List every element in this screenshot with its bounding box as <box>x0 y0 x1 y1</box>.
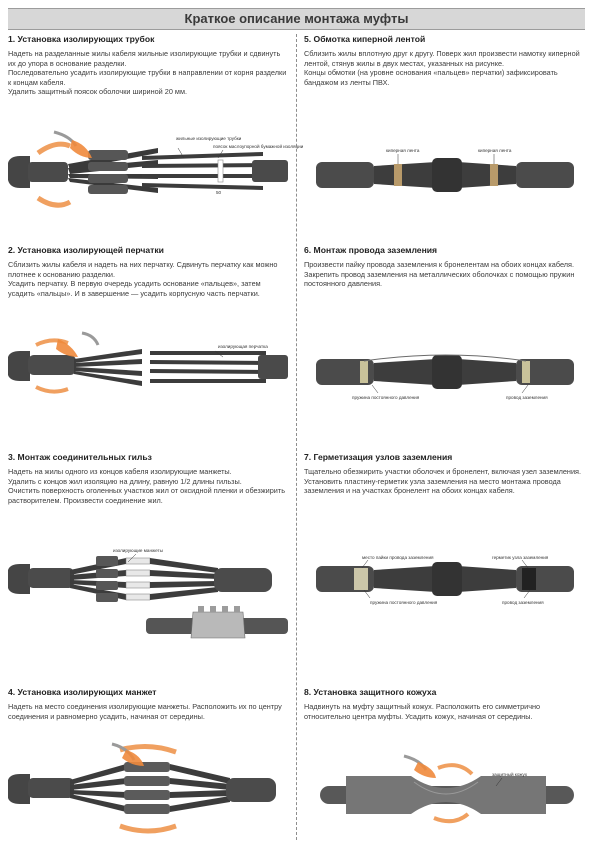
tape-winding-illustration <box>316 154 574 192</box>
step-title: 7. Герметизация узлов заземления <box>304 452 453 462</box>
figure-step-7 <box>316 552 578 610</box>
step-paragraph: Последовательно усадить изолирующие трубки в направлении от корня разделки к концам кабеля. <box>8 68 287 87</box>
step-text <box>304 467 584 496</box>
protective-cover-illustration <box>320 756 574 821</box>
step-1 <box>8 34 288 97</box>
figure-label: пружина постоянного давления <box>352 395 420 400</box>
step-6 <box>304 245 584 289</box>
step-paragraph: Сблизить жилы кабеля и надеть на них перчатку. Сдвинуть перчатку как можно плотнее к основанию разделки. <box>8 260 278 279</box>
figure-label: защитный кожух <box>492 772 528 777</box>
figure-step-6 <box>316 345 578 407</box>
figure-label: провод заземления <box>506 395 548 400</box>
figure-label: жильные изолирующие трубки <box>176 136 242 141</box>
step-paragraph: Надеть на место соединения изолирующие манжеты. Расположить их по центру соединения и равномерно усадить, начиная от середины. <box>8 702 282 721</box>
step-text <box>304 702 584 721</box>
step-title: 2. Установка изолирующей перчатки <box>8 245 164 255</box>
figure-label: провод заземления <box>502 600 544 605</box>
figure-step-8 <box>316 748 578 828</box>
step-title: 3. Монтаж соединительных гильз <box>8 452 152 462</box>
step-paragraph: Удалить защитный поясок оболочки шириной 20 мм. <box>8 87 187 96</box>
step-5 <box>304 34 584 87</box>
step-title: 4. Установка изолирующих манжет <box>8 687 157 697</box>
sleeve-illustration <box>8 744 276 831</box>
figure-label: место пайки провода заземления <box>362 555 434 560</box>
step-text <box>8 702 288 721</box>
figure-label: изолирующие манжеты <box>113 548 163 553</box>
figure-label: пружина постоянного давления <box>370 600 438 605</box>
cable-end-illustration <box>8 132 288 205</box>
step-3 <box>8 452 288 505</box>
step-paragraph: Произвести пайку провода заземления к бронелентам на обоих концах кабеля. <box>304 260 574 269</box>
figure-step-1 <box>8 118 304 223</box>
glove-illustration <box>8 333 288 393</box>
step-7 <box>304 452 584 496</box>
figure-label: изолирующая перчатка <box>218 344 268 349</box>
step-paragraph: Усадить перчатку. В первую очередь усадить основание «пальцев», затем усадить «пальцы». И в завершение — усадить корпусную часть перчатки. <box>8 279 261 298</box>
step-paragraph: Надеть на разделанные жилы кабеля жильные изолирующие трубки и сдвинуть их до упора в основание разделки. <box>8 49 281 68</box>
figure-step-4 <box>8 740 288 838</box>
step-text <box>304 49 584 87</box>
step-paragraph: Закрепить провод заземления на металлических оболочках с помощью пружин постоянного давления. <box>304 269 575 288</box>
step-paragraph: Очистить поверхность оголенных участков жил от оксидной пленки и обезжирить растворителем. Произвести соединение жил. <box>8 486 286 505</box>
connector-illustration <box>8 554 288 638</box>
figure-label: поясок маслоупорной бумажной изоляции <box>213 144 304 149</box>
step-title: 8. Установка защитного кожуха <box>304 687 437 697</box>
figure-label: киперная лента <box>478 148 512 153</box>
step-title: 1. Установка изолирующих трубок <box>8 34 155 44</box>
column-divider <box>296 34 298 840</box>
step-paragraph: Надвинуть на муфту защитный кожух. Расположить его симметрично относительно центра муфты. Усадить кожух, начиная от середины. <box>304 702 541 721</box>
step-paragraph: Сблизить жилы вплотную друг к другу. Поверх жил произвести намотку киперной лентой, стянув жилы в двух местах, указанных на рисунке. <box>304 49 580 68</box>
step-paragraph: Удалить с концов жил изоляцию на длину, равную 1/2 длины гильзы. <box>8 476 242 486</box>
step-8 <box>304 687 584 721</box>
step-text <box>8 467 288 505</box>
step-text <box>8 49 288 97</box>
step-text <box>8 260 288 298</box>
sealing-illustration <box>316 560 574 598</box>
figure-step-3 <box>8 540 288 655</box>
page-title: Краткое описание монтажа муфты <box>8 8 585 30</box>
figure-step-5 <box>316 140 578 202</box>
figure-label: 50 <box>216 190 222 195</box>
figure-step-2 <box>8 327 288 407</box>
step-paragraph: Концы обмотки (на уровне основания «пальцев» перчатки) зафиксировать бандажом из ленты ПВХ. <box>304 68 558 87</box>
ground-wire-illustration <box>316 355 574 393</box>
step-paragraph: Установить пластину-герметик узла заземления на место монтажа провода заземления и на участках бронелент на обоих концах кабеля. <box>304 476 561 495</box>
step-title: 5. Обмотка киперной лентой <box>304 34 426 44</box>
figure-label: киперная лента <box>386 148 420 153</box>
step-4 <box>8 687 288 721</box>
figure-label: герметик узла заземления <box>492 555 549 560</box>
step-2 <box>8 245 288 298</box>
step-text <box>304 260 584 289</box>
step-paragraph: Тщательно обезжирить участки оболочек и бронелент, включая узел заземления. <box>304 467 582 476</box>
step-title: 6. Монтаж провода заземления <box>304 245 438 255</box>
step-paragraph: Надеть на жилы одного из концов кабеля изолирующие манжеты. <box>8 467 232 476</box>
